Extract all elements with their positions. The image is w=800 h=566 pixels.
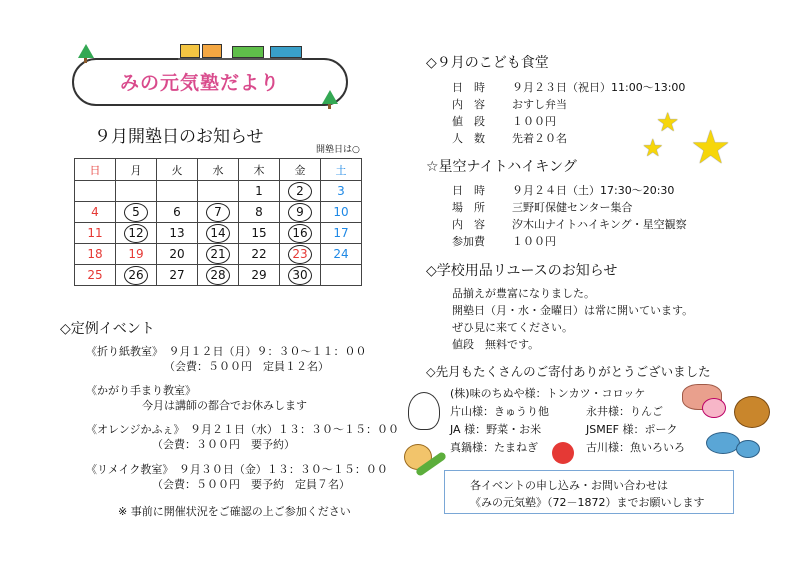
contact-line: 《みの元気塾》（72－1872）までお願いします xyxy=(470,496,705,509)
tree-icon xyxy=(322,90,338,109)
reuse-line: 品揃えが豊富になりました。 xyxy=(452,287,595,300)
calendar-day: 20 xyxy=(157,244,198,265)
tree-icon xyxy=(78,44,94,63)
calendar-day xyxy=(280,181,321,202)
reuse-line: 値段 無料です。 xyxy=(452,338,540,351)
calendar-day xyxy=(116,223,157,244)
calendar-day xyxy=(198,181,239,202)
kodomo-label: 内 容 xyxy=(452,98,485,111)
hiking-value: 汐木山ナイトハイキング・星空観察 xyxy=(512,218,687,231)
calendar-weekday-row xyxy=(75,159,362,181)
croquette-icon xyxy=(734,396,770,428)
calendar-day: 18 xyxy=(75,244,116,265)
hiking-value: 三野町保健センター集合 xyxy=(512,201,633,214)
calendar-day xyxy=(280,244,321,265)
open-day-marker: 7 xyxy=(206,203,230,222)
calendar-day: 15 xyxy=(239,223,280,244)
donor-line: 古川様：魚いろいろ xyxy=(586,441,685,454)
pig-icon xyxy=(702,398,726,418)
calendar-legend: 開塾日は○ xyxy=(316,145,360,155)
kodomo-value: 先着２０名 xyxy=(512,132,567,145)
weekday-sat: 土 xyxy=(321,159,362,181)
hiking-label: 内 容 xyxy=(452,218,485,231)
reuse-line: ぜひ見に来てください。 xyxy=(452,321,573,334)
donor-line: 片山様：きゅうり他 xyxy=(450,405,549,418)
kodomo-label: 値 段 xyxy=(452,115,485,128)
calendar-week xyxy=(75,202,362,223)
open-day-marker: 21 xyxy=(206,245,230,264)
star-icon: ★ xyxy=(690,120,732,174)
open-day-marker: 9 xyxy=(288,203,312,222)
donations-heading: ◇先月もたくさんのご寄付ありがとうございました xyxy=(426,364,711,379)
calendar-day: 6 xyxy=(157,202,198,223)
hiking-label: 場 所 xyxy=(452,201,485,214)
open-day-marker: 14 xyxy=(206,224,230,243)
calendar-day xyxy=(280,202,321,223)
calendar-day: 29 xyxy=(239,265,280,286)
donor-line: JSMEF 様：ポーク xyxy=(586,423,678,436)
event-line: 《リメイク教室》 ９月３０日（金）１３：３０～１５：００ xyxy=(86,463,388,476)
calendar-day: 1 xyxy=(239,181,280,202)
contact-line: 各イベントの申し込み・お問い合わせは xyxy=(470,479,668,492)
calendar-week xyxy=(75,223,362,244)
calendar-day: 11 xyxy=(75,223,116,244)
kodomo-label: 日 時 xyxy=(452,81,485,94)
star-icon: ★ xyxy=(642,134,664,162)
event-line: （会費：５００円 要予約 定員７名） xyxy=(152,478,350,491)
fish-icon xyxy=(736,440,760,458)
calendar-day: 25 xyxy=(75,265,116,286)
donor-line: 真鍋様：たまねぎ xyxy=(450,441,538,454)
weekday-mon: 月 xyxy=(116,159,157,181)
rice-ball-icon xyxy=(408,392,440,430)
weekday-tue: 火 xyxy=(157,159,198,181)
reuse-heading: ◇学校用品リユースのお知らせ xyxy=(426,263,618,279)
kodomo-value: ９月２３日（祝日）11:00～13:00 xyxy=(512,81,686,94)
event-line: （会費：３００円 要予約） xyxy=(152,438,295,451)
calendar-day xyxy=(280,223,321,244)
calendar-day xyxy=(198,244,239,265)
events-heading: ◇定例イベント xyxy=(60,321,155,337)
calendar-day: 19 xyxy=(116,244,157,265)
calendar-day xyxy=(116,202,157,223)
open-day-marker: 12 xyxy=(124,224,148,243)
open-day-marker: 16 xyxy=(288,224,312,243)
calendar-day xyxy=(75,181,116,202)
calendar-day xyxy=(116,265,157,286)
event-note: ※ 事前に開催状況をご確認の上ご参加ください xyxy=(118,505,351,518)
calendar-day: 4 xyxy=(75,202,116,223)
calendar-day: 3 xyxy=(321,181,362,202)
event-line: 今月は講師の都合でお休みします xyxy=(142,399,307,412)
open-day-marker: 26 xyxy=(124,266,148,285)
calendar-table xyxy=(74,158,362,286)
hiking-label: 参加費 xyxy=(452,235,485,248)
donor-line: (株)味のちぬや様：トンカツ・コロッケ xyxy=(450,387,646,400)
open-day-marker: 2 xyxy=(288,182,312,201)
fish-icon xyxy=(706,432,740,454)
calendar-week xyxy=(75,181,362,202)
star-icon: ★ xyxy=(656,108,680,138)
calendar-day: 24 xyxy=(321,244,362,265)
reuse-line: 開塾日（月・水・金曜日）は常に開いています。 xyxy=(452,304,694,317)
calendar-week xyxy=(75,265,362,286)
calendar-day: 13 xyxy=(157,223,198,244)
calendar-day xyxy=(198,223,239,244)
event-line: 《折り紙教室》 ９月１２日（月）９：３０～１１：００ xyxy=(86,345,367,358)
calendar-day: 17 xyxy=(321,223,362,244)
open-day-marker: 30 xyxy=(288,266,312,285)
calendar-day xyxy=(116,181,157,202)
weekday-fri: 金 xyxy=(280,159,321,181)
event-line: 《オレンジかふぇ》 ９月２１日（水）１３：３０～１５：００ xyxy=(86,423,399,436)
event-line: 《かがり手まり教室》 xyxy=(86,384,196,397)
page-title: みの元気塾だより xyxy=(120,72,281,94)
calendar-day xyxy=(280,265,321,286)
open-day-marker: 28 xyxy=(206,266,230,285)
calendar-day xyxy=(198,202,239,223)
calendar-day xyxy=(321,265,362,286)
apple-icon xyxy=(552,442,574,464)
hiking-value: １００円 xyxy=(512,235,556,248)
kodomo-value: おすし弁当 xyxy=(512,98,567,111)
calendar-day: 22 xyxy=(239,244,280,265)
weekday-wed: 水 xyxy=(198,159,239,181)
weekday-sun: 日 xyxy=(75,159,116,181)
open-day-marker: 23 xyxy=(288,245,312,264)
hiking-value: ９月２４日（土）17:30～20:30 xyxy=(512,184,675,197)
calendar-day xyxy=(157,181,198,202)
kodomo-heading: ◇９月のこども食堂 xyxy=(426,55,549,71)
weekday-thu: 木 xyxy=(239,159,280,181)
donor-line: JA 様：野菜・お米 xyxy=(450,423,542,436)
kodomo-value: １００円 xyxy=(512,115,556,128)
open-day-marker: 5 xyxy=(124,203,148,222)
event-line: （会費：５００円 定員１２名） xyxy=(164,360,329,373)
calendar-day xyxy=(198,265,239,286)
calendar-day: 10 xyxy=(321,202,362,223)
donor-line: 永井様：りんご xyxy=(586,405,663,418)
calendar-week xyxy=(75,244,362,265)
calendar-day: 8 xyxy=(239,202,280,223)
calendar-day: 27 xyxy=(157,265,198,286)
hiking-label: 日 時 xyxy=(452,184,485,197)
hiking-heading: ☆星空ナイトハイキング xyxy=(426,159,577,175)
calendar-title: ９月開塾日のお知らせ xyxy=(94,127,264,147)
kodomo-label: 人 数 xyxy=(452,132,485,145)
